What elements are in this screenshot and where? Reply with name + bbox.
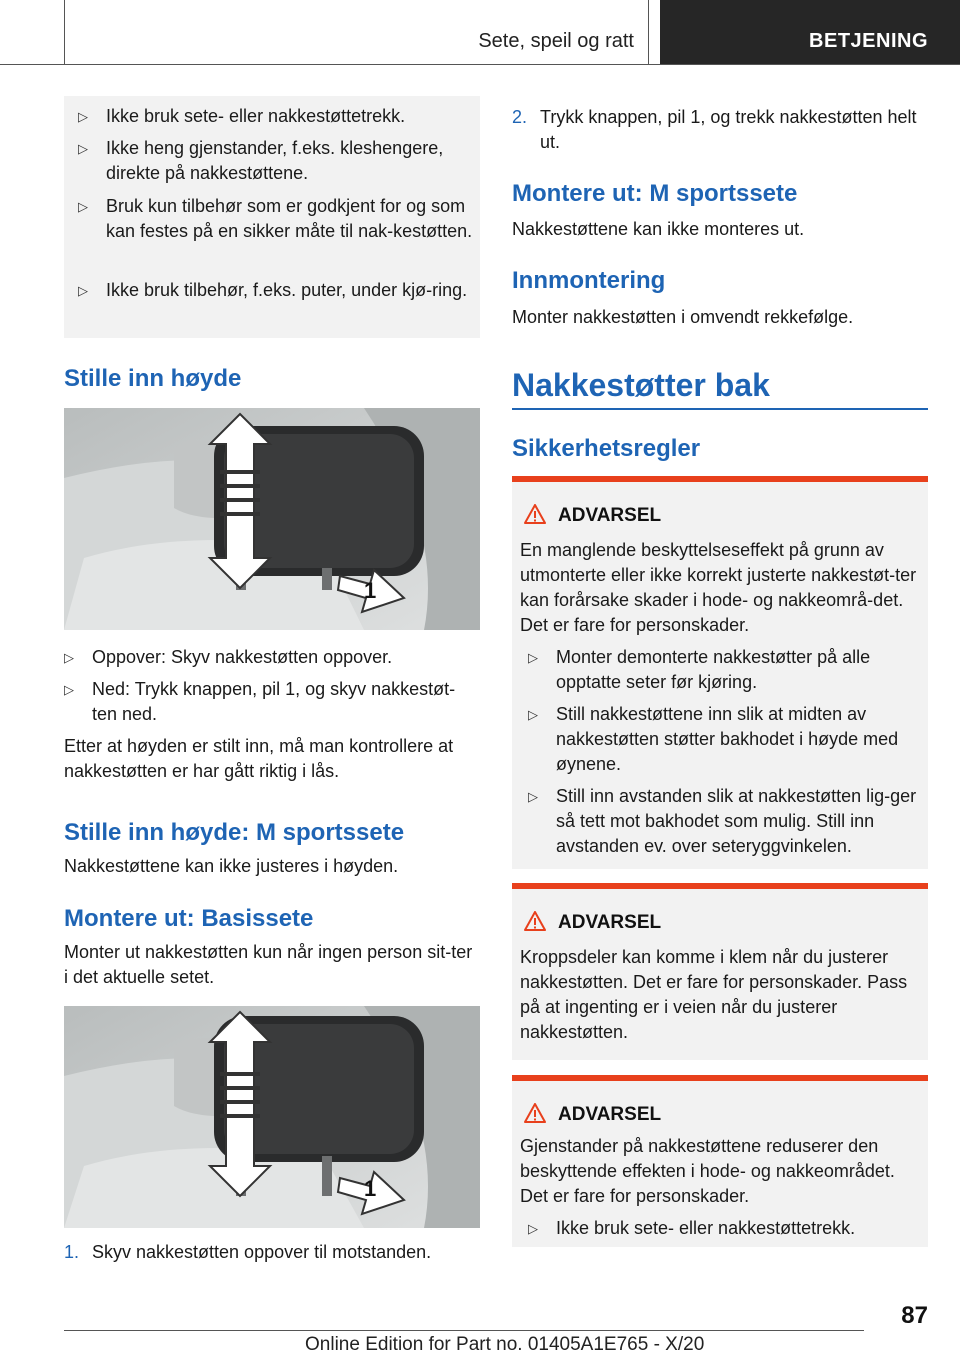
header-chapter-title: BETJENING [809,30,928,52]
triangle-bullet-icon: ▷ [78,283,88,298]
step-number: 2. [512,107,528,127]
headrest-illustration [64,1006,480,1228]
safety-bullet-box [64,96,480,338]
triangle-bullet-icon: ▷ [528,789,538,804]
list-item: ▷ Monter demonterte nakkestøtter på alle opptatte seter før kjøring. [528,647,871,692]
triangle-bullet-icon: ▷ [64,650,74,665]
list-item: ▷ Ikke heng gjenstander, f.eks. kleshengere, direkte på nakkestøttene. [78,138,444,183]
triangle-bullet-icon: ▷ [528,650,538,665]
heading-adjust-height: Stille inn høyde [64,365,242,392]
step-2: 2. Trykk knappen, pil 1, og trekk nakkestøtten helt ut. [512,107,917,152]
warning-bar [512,1075,928,1081]
heading-rear-headrests: Nakkestøtter bak [512,367,770,403]
m-sport-height-text: Nakkestøttene kan ikke justeres i høyden. [64,856,399,876]
step-number: 1. [64,1242,80,1262]
warning-text: Gjenstander på nakkestøttene reduserer den beskyttende effekten i hode- og nakkeområdet. Det er fare for personskader. [520,1136,895,1206]
warning-box [512,883,928,1060]
callout-label: 1 [364,1176,377,1201]
warning-title: ADVARSEL [558,912,662,933]
triangle-bullet-icon: ▷ [528,707,538,722]
heading-remove-basic: Montere ut: Basissete [64,905,314,932]
warning-title: ADVARSEL [558,1104,662,1125]
step-1: 1. Skyv nakkestøtten oppover til motstanden. [64,1240,480,1265]
list-item: ▷ Still inn avstanden slik at nakkestøtten lig-ger så tett mot bakhodet som mulig. Still inn avstanden ev. over seteryggvinkelen. [528,786,917,856]
header-chapter-tab [660,0,960,64]
header-divider [648,0,649,64]
height-lock-note: Etter at høyden er stilt inn, må man kontrollere at nakkestøtten er har gått riktig i lås. [64,736,454,781]
list-item: ▷ Bruk kun tilbehør som er godkjent for og som kan festes på en sikker måte til nak-kestøtten. [78,196,473,241]
footer-rule [64,1330,864,1331]
warning-bar [512,883,928,889]
headrest-illustration [64,408,480,630]
install-text: Monter nakkestøtten i omvendt rekkefølge. [512,307,854,327]
warning-text: En manglende beskyttelseseffekt på grunn av utmonterte eller ikke korrekt justerte nakkestøt-ter kan forårsake skader i hode- og nakkeområ-det. Det er fare for personskader. [520,540,917,635]
header-section [64,0,648,64]
heading-safety-rules: Sikkerhetsregler [512,435,701,462]
warning-title: ADVARSEL [558,505,662,526]
warning-triangle-icon [524,911,546,931]
triangle-bullet-icon: ▷ [64,682,74,697]
warning-box [512,1075,928,1247]
page-number: 87 [901,1302,928,1329]
warning-box [512,476,928,869]
list-item: ▷ Still nakkestøttene inn slik at midten av nakkestøtten støtter bakhodet i høyde med øynene. [528,704,899,774]
headrest-photo-remove [64,1006,480,1228]
header-section-title: Sete, speil og ratt [478,30,634,52]
list-item: ▷ Ikke bruk sete- eller nakkestøttetrekk. [528,1216,918,1241]
header-rule [0,64,960,65]
footer-edition: Online Edition for Part no. 01405A1E765 - X/20 [305,1334,705,1355]
list-item: ▷ Ikke bruk sete- eller nakkestøttetrekk. [78,104,474,129]
list-item: ▷ Ikke bruk tilbehør, f.eks. puter, under kjø-ring. [78,278,474,303]
warning-triangle-icon [524,504,546,524]
remove-basic-text: Monter ut nakkestøtten kun når ingen person sit-ter i det aktuelle setet. [64,942,473,987]
heading-rule [512,408,928,410]
triangle-bullet-icon: ▷ [78,199,88,214]
heading-m-sport-height: Stille inn høyde: M sportssete [64,819,405,846]
headrest-photo-height [64,408,480,630]
triangle-bullet-icon: ▷ [78,109,88,124]
warning-text: Kroppsdeler kan komme i klem når du justerer nakkestøtten. Det er fare for personskader. Pass på at ingenting er i veien når du justerer nakkestøtten. [520,947,908,1042]
list-item: ▷ Ned: Trykk knappen, pil 1, og skyv nakkestøt-ten ned. [64,679,456,724]
warning-bar [512,476,928,482]
triangle-bullet-icon: ▷ [528,1221,538,1236]
remove-m-sport-text: Nakkestøttene kan ikke monteres ut. [512,219,805,239]
callout-label: 1 [364,578,377,603]
heading-install: Innmontering [512,267,666,294]
triangle-bullet-icon: ▷ [78,141,88,156]
warning-triangle-icon [524,1103,546,1123]
list-item: ▷ Oppover: Skyv nakkestøtten oppover. [64,645,480,670]
heading-remove-m-sport: Montere ut: M sportssete [512,180,798,207]
